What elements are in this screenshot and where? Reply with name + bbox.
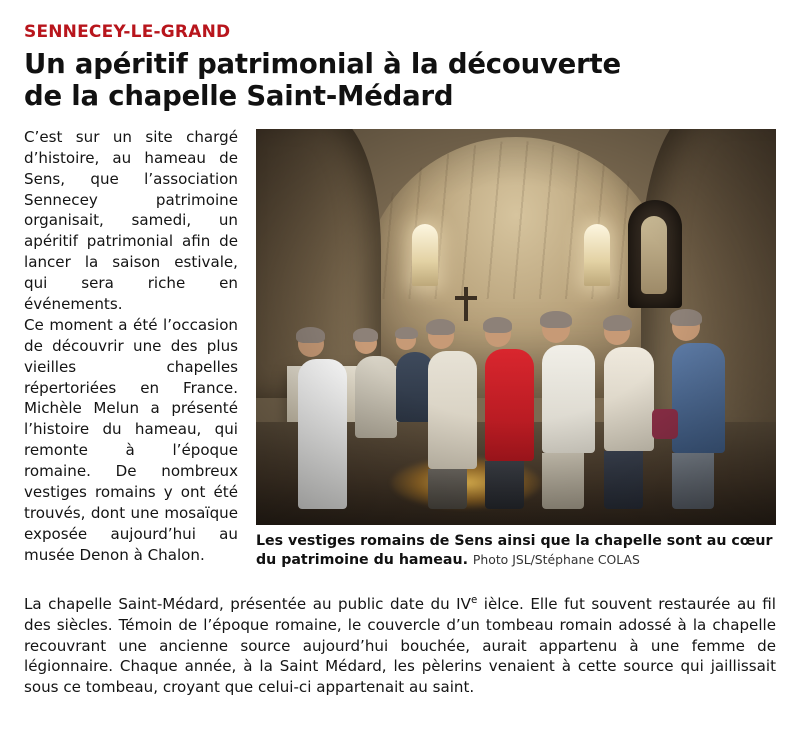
article-paragraph-2: Ce moment a été l’occasion de découvrir une des plus vieilles chapelles répertoriées en France. Michèle Melun a présenté l’histoire du hameau, qui remonte à l’époque romaine. De nombreux vestiges romains y ont été trouvés, dont une mosaïque exposée aujourd’hui au musée Denon à Chalon. [24, 315, 238, 564]
ordinal-suffix: e [470, 593, 478, 606]
photo-person [672, 313, 700, 509]
photo-people-group [256, 129, 776, 525]
photo-caption [256, 532, 776, 570]
article-kicker: SENNECEY-LE-GRAND [24, 22, 231, 42]
article-photo [256, 129, 776, 525]
photo-person [396, 330, 416, 422]
photo-person [428, 323, 454, 509]
photo-person [485, 321, 511, 509]
photo-credit: Photo JSL/Stéphane COLAS [472, 551, 640, 567]
photo-person [298, 331, 324, 509]
headline-line-1: Un apéritif patrimonial à la découverte [24, 48, 621, 80]
article-lead-column [24, 127, 262, 566]
article-full-width-text [24, 576, 776, 699]
photo-person [355, 332, 377, 438]
headline-line-2: de la chapelle Saint-Médard [24, 80, 454, 113]
photo-person [604, 319, 630, 509]
article-body [24, 127, 776, 698]
photo-handbag [652, 409, 678, 439]
article-paragraph-3-post: ièlce. Elle fut souvent restaurée au fil des siècles. Témoin de l’époque romaine, le couvercle d’un tombeau romain adossé à la chapelle recouvrant une ancienne source aujourd’hui bouchée, aurait appartenu à une femme de légionnaire. Chaque année, à la Saint Médard, les pèlerins venaient à cette source qui jaillissait sous ce tombeau, croyant que celui-ci appartenait au saint. [24, 594, 776, 697]
article-paragraph-3 [24, 593, 776, 698]
photo-caption-text: Les vestiges romains de Sens ainsi que la chapelle sont au cœur du patrimoine du hameau. [256, 532, 773, 568]
photo-person [542, 315, 570, 509]
article-paragraph-3-pre: La chapelle Saint-Médard, présentée au public date du IV [24, 594, 471, 613]
article-figure [256, 129, 776, 570]
article-paragraph-1: C’est sur un site chargé d’histoire, au hameau de Sens, que l’association Sennecey patrimoine organisait, samedi, un apéritif patrimonial afin de lancer la saison estivale, qui sera riche en événements. [24, 127, 238, 313]
page-title [24, 48, 776, 113]
